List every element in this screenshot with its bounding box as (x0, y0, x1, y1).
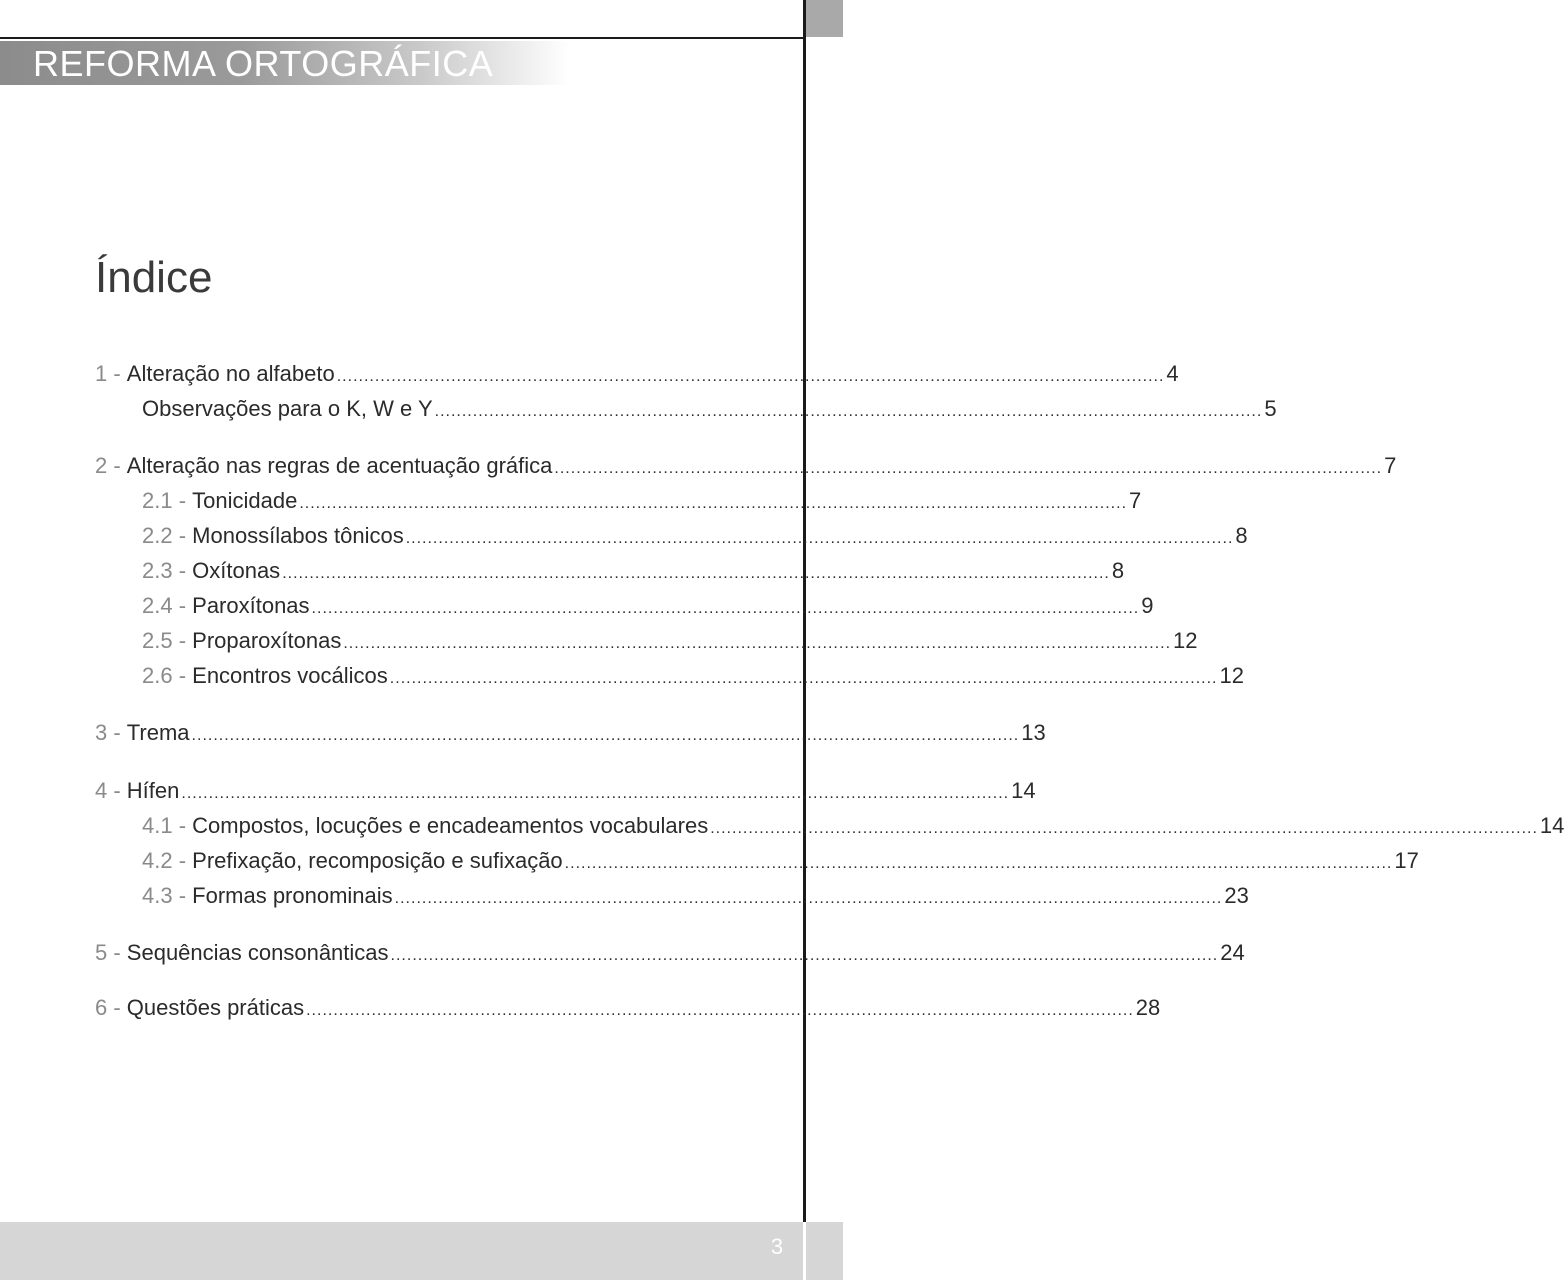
toc-entry-2-2[interactable] (142, 521, 1248, 551)
toc-entry-label: Prefixação, recomposição e sufixação (192, 848, 563, 873)
toc-entry-label: Paroxítonas (192, 593, 310, 618)
toc-entry-1[interactable] (95, 359, 1179, 389)
toc-entry-2-5[interactable] (142, 626, 1198, 656)
toc-entry-label: Tonicidade (192, 488, 298, 513)
toc-leader-dots: ........................................................................................................................................................ (389, 670, 1218, 687)
toc-entry-number: 5 - (95, 940, 127, 965)
toc-entry-label: Observações para o K, W e Y (142, 396, 433, 421)
toc-leader-dots: ........................................................................................................................................................ (336, 368, 1165, 385)
toc-entry-page: 9 (1141, 593, 1154, 618)
toc-leader-dots: ........................................................................................................................................................ (564, 855, 1393, 872)
toc-entry-label: Trema (126, 720, 190, 745)
toc-entry-page: 17 (1394, 848, 1419, 873)
page-number: 3 (770, 1234, 784, 1259)
toc-entry-3[interactable] (95, 718, 1046, 748)
toc-entry-label: Proparoxítonas (192, 628, 342, 653)
toc-entry-number: 6 - (95, 995, 127, 1020)
toc-entry-number: 4 - (95, 778, 127, 803)
toc-leader-dots: ........................................................................................................................................................ (343, 635, 1172, 652)
toc-entry-number: 2.4 - (142, 593, 193, 618)
toc-entry-number: 3 - (95, 720, 127, 745)
toc-entry-label: Sequências consonânticas (126, 940, 389, 965)
toc-entry-2-1[interactable] (142, 486, 1142, 516)
footer-divider (803, 1222, 806, 1280)
toc-entry-label: Questões práticas (126, 995, 305, 1020)
toc-entry-page: 8 (1111, 558, 1125, 583)
toc-entry-page: 14 (1011, 778, 1036, 803)
toc-entry-2-4[interactable] (142, 591, 1154, 621)
toc-entry-label: Oxítonas (192, 558, 281, 583)
toc-entry-page: 12 (1173, 628, 1198, 653)
toc-entry-label: Alteração no alfabeto (126, 361, 335, 386)
toc-entry-label: Formas pronominais (192, 883, 393, 908)
toc-leader-dots: ........................................................................................................................................................ (306, 1002, 1134, 1019)
toc-entry-number: 4.3 - (142, 883, 193, 908)
toc-entry-4-3[interactable] (142, 881, 1249, 911)
toc-entry-5[interactable] (95, 938, 1245, 968)
toc-entry-label: Alteração nas regras de acentuação gráfica (126, 453, 553, 478)
toc-entry-label: Encontros vocálicos (192, 663, 388, 688)
toc-entry-6[interactable] (95, 993, 1161, 1023)
toc-entry-number: 1 - (95, 361, 127, 386)
toc-leader-dots: ........................................................................................................................................................ (394, 890, 1223, 907)
toc-entry-page: 12 (1219, 663, 1244, 688)
toc-leader-dots: ........................................................................................................................................................ (554, 460, 1383, 477)
toc-entry-page: 24 (1220, 940, 1245, 965)
toc-entry-page: 4 (1166, 361, 1179, 386)
toc-leader-dots: ........................................................................................................................................................ (191, 727, 1020, 744)
toc-entry-page: 7 (1384, 453, 1397, 478)
toc-entry-number: 4.2 - (142, 848, 193, 873)
toc-entry-4-1[interactable] (142, 811, 1564, 841)
toc-entry-page: 7 (1129, 488, 1142, 513)
toc-leader-dots: ........................................................................................................................................................ (710, 820, 1538, 837)
toc-entry-page: 23 (1224, 883, 1249, 908)
toc-entry-2-3[interactable] (142, 556, 1125, 586)
toc-leader-dots: ........................................................................................................................................................ (282, 565, 1110, 582)
toc-entry-number: 2 - (95, 453, 127, 478)
toc-leader-dots: ........................................................................................................................................................ (311, 600, 1140, 617)
toc-entry-page: 5 (1264, 396, 1277, 421)
index-heading: Índice (95, 253, 213, 302)
toc-leader-dots: ........................................................................................................................................................ (405, 530, 1234, 547)
toc-entry-2-6[interactable] (142, 661, 1244, 691)
header-title: REFORMA ORTOGRÁFICA (33, 43, 494, 84)
footer-band (0, 1222, 843, 1280)
toc-entry-number: 2.5 - (142, 628, 193, 653)
toc-entry-label: Monossílabos tônicos (192, 523, 404, 548)
toc-entry-page: 28 (1135, 995, 1161, 1020)
corner-tab (806, 0, 843, 37)
toc-entry-2[interactable] (95, 451, 1397, 481)
toc-entry-page: 8 (1235, 523, 1248, 548)
toc-entry-number: 2.3 - (142, 558, 193, 583)
toc-leader-dots: ........................................................................................................................................................ (299, 495, 1128, 512)
toc-entry-number: 2.6 - (142, 663, 193, 688)
toc-entry-4-2[interactable] (142, 846, 1419, 876)
toc-entry-number: 2.1 - (142, 488, 193, 513)
toc-leader-dots: ........................................................................................................................................................ (434, 403, 1263, 420)
top-rule (0, 37, 806, 39)
toc-entry-number: 2.2 - (142, 523, 193, 548)
toc-leader-dots: ........................................................................................................................................................ (390, 947, 1219, 964)
toc-entry-4[interactable] (95, 776, 1036, 806)
toc-entry-number: 4.1 - (142, 813, 193, 838)
toc-entry-label: Hífen (126, 778, 180, 803)
toc-entry-page: 14 (1539, 813, 1564, 838)
toc-entry-1-obs[interactable] (142, 394, 1277, 424)
toc-entry-label: Compostos, locuções e encadeamentos vocabulares (192, 813, 709, 838)
toc-leader-dots: ........................................................................................................................................................ (181, 785, 1010, 802)
toc-entry-page: 13 (1021, 720, 1046, 745)
